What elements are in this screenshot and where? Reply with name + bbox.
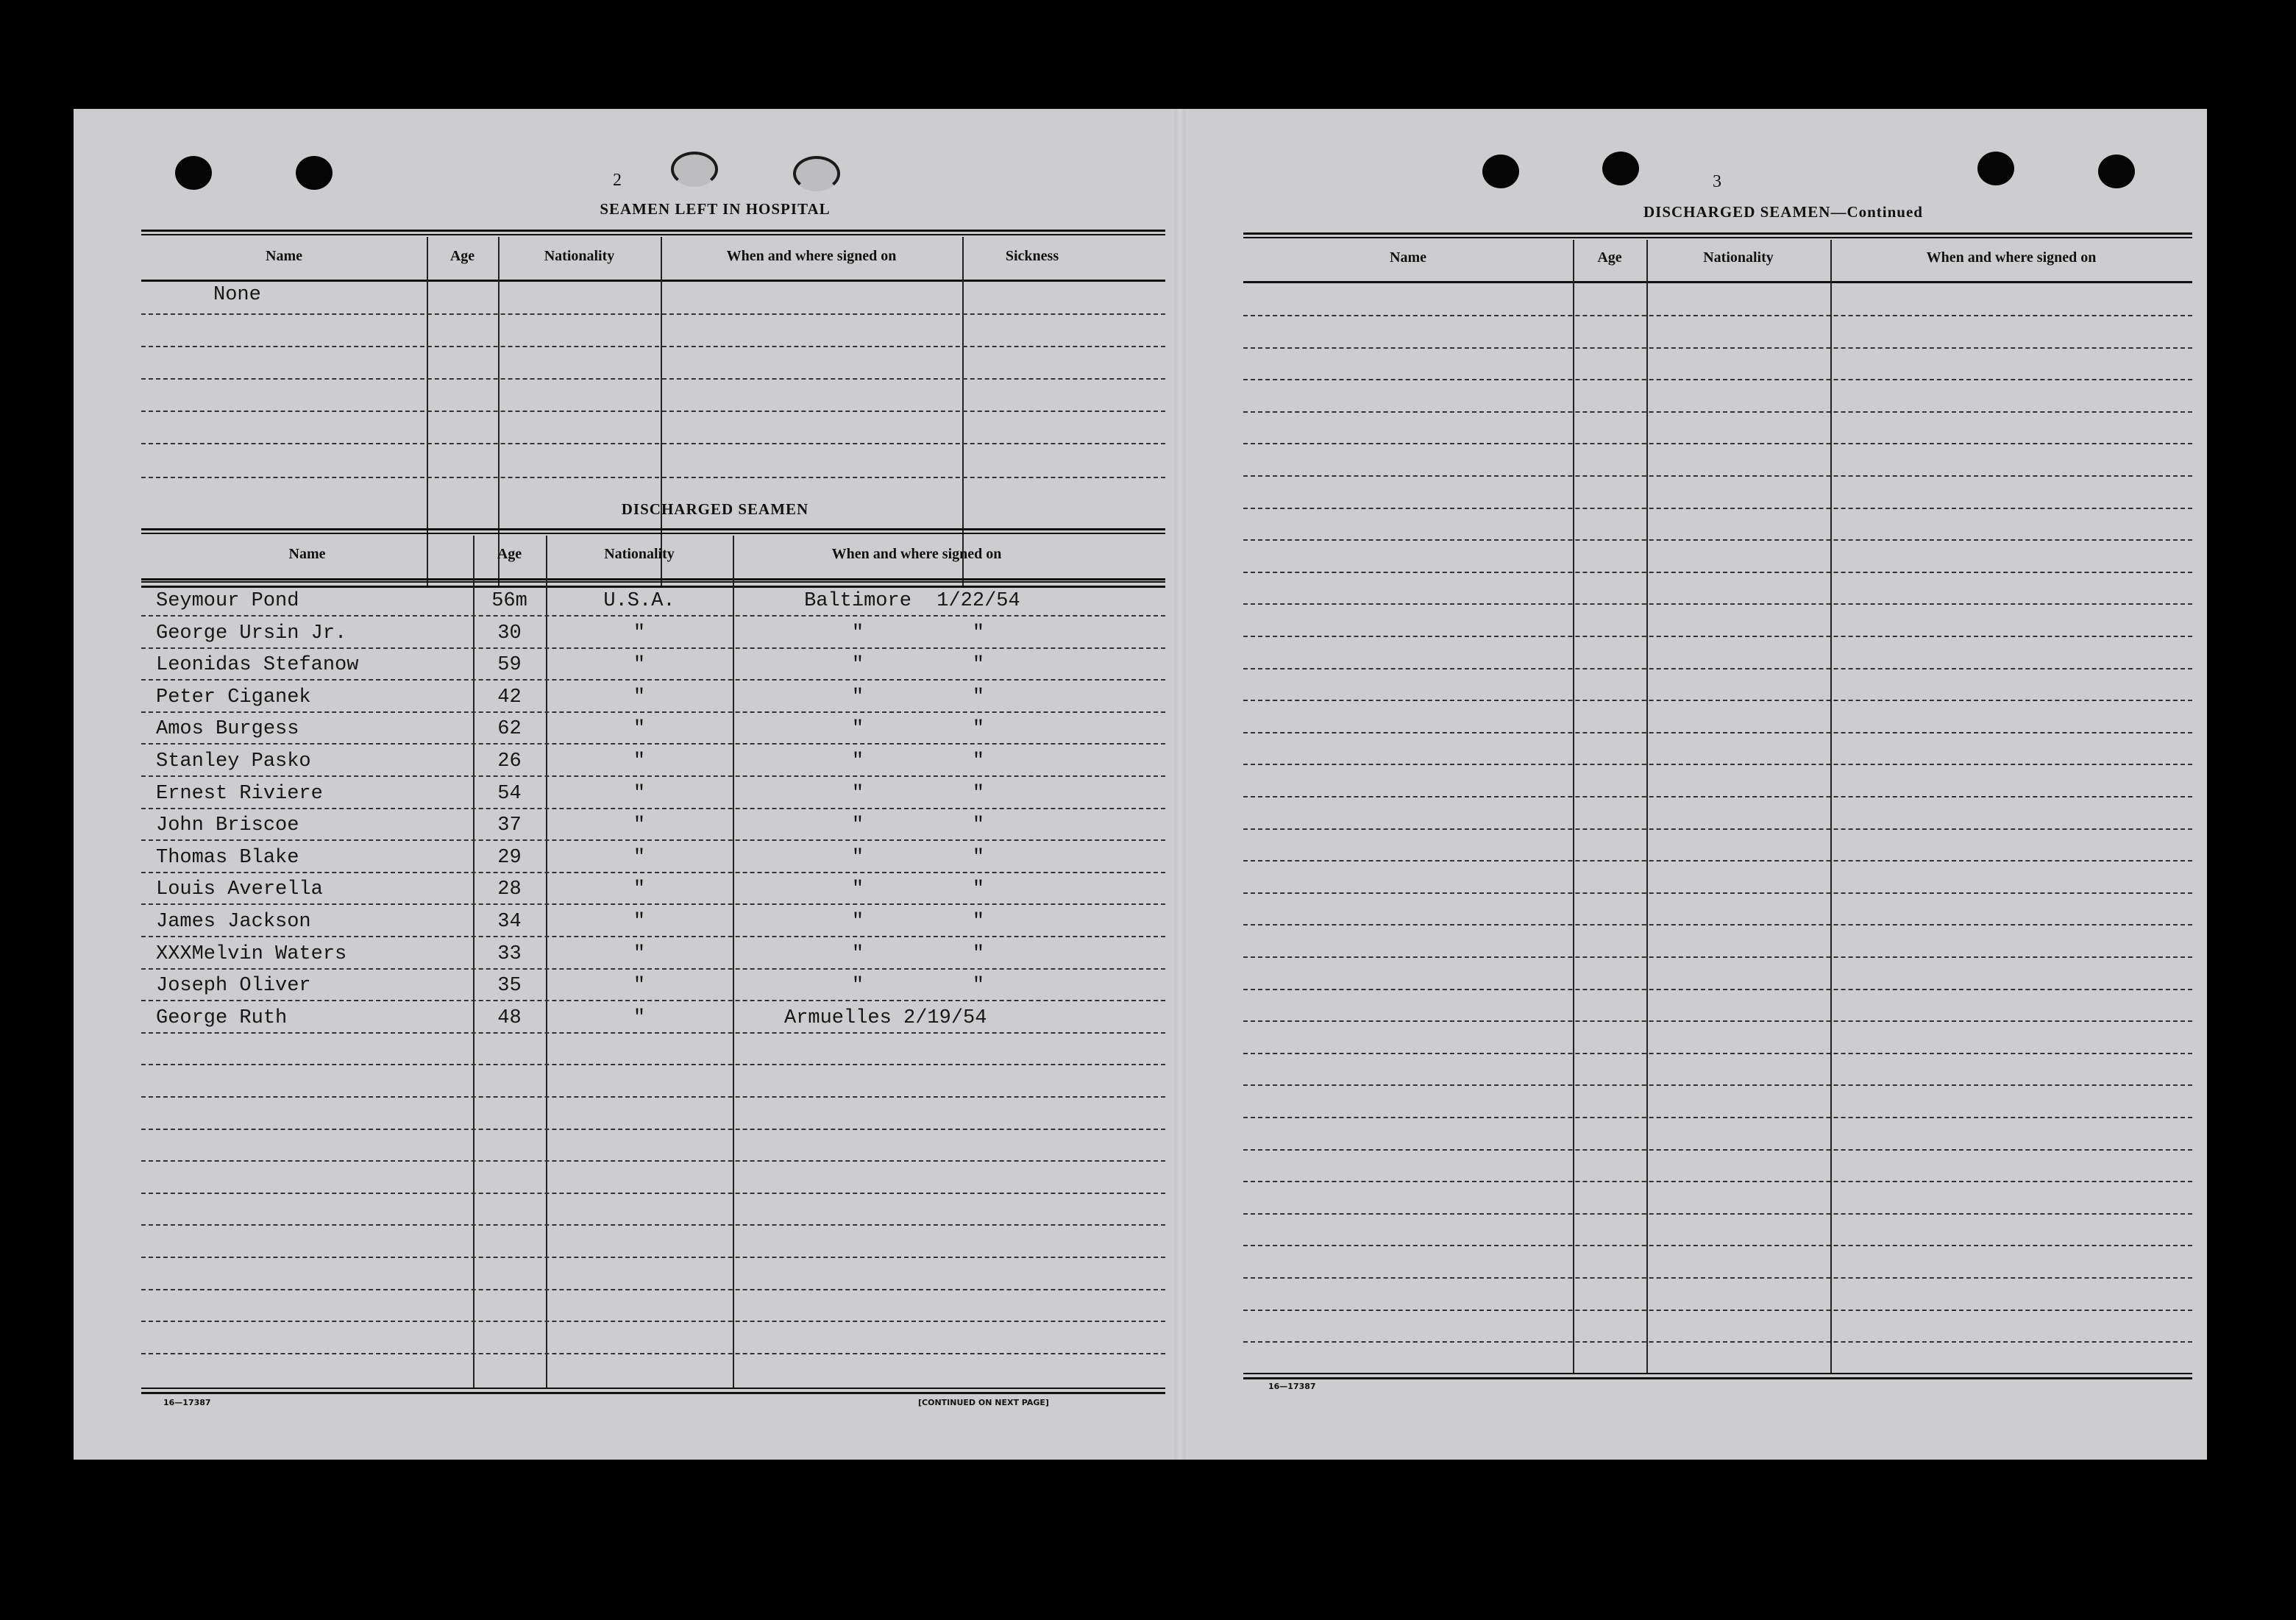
- signed-on-date: ": [972, 622, 985, 644]
- row-line: [1243, 732, 2192, 733]
- row-line: [141, 615, 1165, 617]
- hospital-bottom-rule: [141, 581, 1165, 583]
- row-line: [1243, 572, 2192, 573]
- signed-on-place: ": [851, 686, 864, 708]
- discharged-top-rule: [141, 528, 1165, 530]
- seaman-nationality: ": [633, 975, 646, 998]
- signed-on-date: ": [972, 654, 985, 677]
- discharged-section-title: DISCHARGED SEAMEN: [621, 500, 809, 518]
- continued-col-signed-on: When and where signed on: [1926, 249, 2097, 266]
- seaman-nationality: ": [633, 654, 646, 677]
- hospital-col-age: Age: [449, 248, 475, 264]
- seaman-nationality: ": [633, 814, 646, 837]
- row-line: [1243, 700, 2192, 701]
- row-line: [141, 903, 1165, 905]
- seaman-nationality: ": [633, 846, 646, 869]
- hospital-row-line: [141, 477, 1165, 478]
- continued-col-nationality: Nationality: [1703, 249, 1774, 266]
- continued-col-divider: [1830, 240, 1832, 1374]
- row-line: [141, 775, 1165, 777]
- seaman-age: 54: [497, 782, 522, 805]
- seaman-nationality: ": [633, 911, 646, 933]
- row-line: [1243, 443, 2192, 444]
- row-line: [141, 1289, 1165, 1290]
- seaman-nationality: ": [633, 942, 646, 965]
- seaman-nationality: ": [633, 622, 646, 644]
- row-line: [1243, 924, 2192, 926]
- discharged-col-nationality: Nationality: [604, 546, 675, 562]
- seaman-name: Amos Burgess: [156, 718, 299, 741]
- signed-on-place: ": [851, 750, 864, 772]
- row-line: [1243, 1020, 2192, 1022]
- seaman-nationality: ": [633, 1006, 646, 1029]
- row-line: [1243, 989, 2192, 990]
- hospital-row-line: [141, 313, 1165, 315]
- row-line: [1243, 1181, 2192, 1182]
- seaman-name: George Ursin Jr.: [156, 622, 347, 644]
- punch-hole: [1602, 152, 1639, 185]
- continued-col-age: Age: [1597, 249, 1622, 266]
- signed-on-date: 1/22/54: [936, 590, 1020, 612]
- seaman-nationality: ": [633, 782, 646, 805]
- seaman-age: 34: [497, 911, 522, 933]
- seaman-nationality: ": [633, 750, 646, 772]
- row-line: [141, 872, 1165, 873]
- continued-section-title: DISCHARGED SEAMEN—Continued: [1643, 203, 1923, 221]
- seaman-age: 30: [497, 622, 522, 644]
- row-line: [1243, 828, 2192, 830]
- signed-on-date: ": [972, 718, 985, 741]
- page-gutter: [1175, 109, 1185, 1460]
- seaman-name: Seymour Pond: [156, 590, 299, 612]
- continued-bottom-rule: [1243, 1373, 2192, 1374]
- signed-on-place: ": [851, 654, 864, 677]
- hospital-section-title: SEAMEN LEFT IN HOSPITAL: [600, 200, 831, 218]
- discharged-col-name: Name: [288, 546, 326, 562]
- hospital-col-divider: [962, 237, 964, 587]
- hospital-col-nationality: Nationality: [544, 248, 615, 264]
- signed-on-place: ": [851, 622, 864, 644]
- row-line: [1243, 1117, 2192, 1118]
- signed-on-date: ": [972, 782, 985, 805]
- seaman-nationality: ": [633, 686, 646, 708]
- hospital-col-divider: [661, 237, 662, 587]
- hospital-col-name: Name: [266, 248, 302, 264]
- row-line: [1243, 892, 2192, 894]
- row-line: [1243, 764, 2192, 765]
- seaman-nationality: ": [633, 878, 646, 901]
- row-line: [1243, 956, 2192, 958]
- row-line: [1243, 796, 2192, 797]
- continued-header-rule: [1243, 281, 2192, 283]
- seaman-name: Thomas Blake: [156, 846, 299, 869]
- discharged-col-divider: [733, 536, 734, 1388]
- seaman-nationality: ": [633, 718, 646, 741]
- row-line: [1243, 668, 2192, 669]
- signed-on-date: ": [972, 686, 985, 708]
- row-line: [1243, 539, 2192, 541]
- continued-col-divider: [1646, 240, 1648, 1374]
- form-sheet: [74, 109, 2207, 1460]
- hospital-row-line: [141, 378, 1165, 380]
- seaman-age: 28: [497, 878, 522, 901]
- signed-on-place: ": [851, 942, 864, 965]
- seaman-name: John Briscoe: [156, 814, 299, 837]
- hospital-header-rule: [141, 280, 1165, 282]
- signed-on-date: ": [972, 846, 985, 869]
- row-line: [1243, 347, 2192, 349]
- seaman-age: 26: [497, 750, 522, 772]
- row-line: [141, 679, 1165, 681]
- hospital-row-line: [141, 346, 1165, 347]
- punch-hole: [175, 156, 212, 190]
- punch-hole: [2098, 154, 2135, 188]
- seaman-name: XXXMelvin Waters: [156, 942, 347, 965]
- signed-on-place: ": [851, 975, 864, 998]
- seaman-age: 33: [497, 942, 522, 965]
- signed-on-date: ": [972, 814, 985, 837]
- seaman-name: Stanley Pasko: [156, 750, 311, 772]
- hospital-bottom-rule: [141, 586, 1165, 588]
- row-line: [1243, 1310, 2192, 1311]
- signed-on-place: ": [851, 814, 864, 837]
- row-line: [141, 1224, 1165, 1226]
- row-line: [1243, 1149, 2192, 1151]
- row-line: [141, 936, 1165, 937]
- punch-hole: [1482, 154, 1519, 188]
- continued-note: [CONTINUED ON NEXT PAGE]: [918, 1398, 1049, 1407]
- seaman-age: 56m: [491, 590, 527, 612]
- row-line: [1243, 1341, 2192, 1343]
- row-line: [141, 968, 1165, 970]
- row-line: [1243, 1213, 2192, 1215]
- signed-on-place: ": [851, 878, 864, 901]
- signed-on-date: ": [972, 942, 985, 965]
- row-line: [141, 647, 1165, 649]
- discharged-header-rule: [141, 578, 1165, 580]
- seaman-age: 35: [497, 975, 522, 998]
- row-line: [1243, 603, 2192, 605]
- row-line: [141, 1129, 1165, 1130]
- seaman-name: Leonidas Stefanow: [156, 654, 359, 677]
- punch-hole: [296, 156, 333, 190]
- row-line: [1243, 411, 2192, 413]
- seaman-age: 48: [497, 1006, 522, 1029]
- row-line: [141, 1321, 1165, 1322]
- signed-on-place: Baltimore: [804, 590, 911, 612]
- discharged-bottom-rule: [141, 1388, 1165, 1389]
- signed-on-date: ": [972, 878, 985, 901]
- seaman-age: 29: [497, 846, 522, 869]
- discharged-top-rule: [141, 533, 1165, 534]
- seaman-name: James Jackson: [156, 911, 311, 933]
- row-line: [1243, 1245, 2192, 1246]
- row-line: [141, 1353, 1165, 1354]
- hospital-col-signed-on: When and where signed on: [726, 248, 897, 264]
- row-line: [1243, 860, 2192, 861]
- signed-on-place: ": [851, 782, 864, 805]
- seaman-name: Peter Ciganek: [156, 686, 311, 708]
- hospital-top-rule: [141, 234, 1165, 235]
- continued-col-name: Name: [1390, 249, 1426, 266]
- torn-punch-hole: [793, 156, 840, 191]
- row-line: [1243, 1053, 2192, 1054]
- left-form-code: 16—17387: [163, 1398, 211, 1407]
- seaman-nationality: U.S.A.: [603, 590, 675, 612]
- continued-bottom-rule: [1243, 1377, 2192, 1379]
- row-line: [141, 839, 1165, 841]
- row-line: [141, 1000, 1165, 1001]
- row-line: [141, 1193, 1165, 1194]
- continued-col-divider: [1573, 240, 1574, 1374]
- continued-top-rule: [1243, 237, 2192, 238]
- row-line: [1243, 1277, 2192, 1279]
- hospital-none-entry: None: [213, 284, 261, 306]
- row-line: [141, 1032, 1165, 1034]
- row-line: [1243, 1084, 2192, 1086]
- row-line: [1243, 636, 2192, 637]
- row-line: [141, 808, 1165, 809]
- left-page-number: 2: [613, 171, 622, 190]
- hospital-row-line: [141, 411, 1165, 412]
- seaman-age: 59: [497, 654, 522, 677]
- hospital-col-divider: [427, 237, 428, 587]
- row-line: [1243, 508, 2192, 509]
- seaman-name: George Ruth: [156, 1006, 288, 1029]
- signed-on-place: ": [851, 846, 864, 869]
- seaman-name: Joseph Oliver: [156, 975, 311, 998]
- row-line: [1243, 379, 2192, 380]
- seaman-age: 37: [497, 814, 522, 837]
- continued-top-rule: [1243, 232, 2192, 235]
- torn-punch-hole: [671, 152, 718, 187]
- discharged-col-age: Age: [497, 546, 522, 562]
- discharged-col-signed-on: When and where signed on: [831, 546, 1002, 562]
- row-line: [141, 1160, 1165, 1162]
- row-line: [141, 1257, 1165, 1258]
- seaman-name: Louis Averella: [156, 878, 323, 901]
- row-line: [141, 1064, 1165, 1065]
- signed-on-date: ": [972, 750, 985, 772]
- punch-hole: [1977, 152, 2014, 185]
- signed-on-date: ": [972, 975, 985, 998]
- signed-on-place: Armuelles 2/19/54: [784, 1006, 987, 1029]
- hospital-col-sickness: Sickness: [1005, 248, 1059, 264]
- hospital-row-line: [141, 443, 1165, 444]
- row-line: [1243, 475, 2192, 477]
- seaman-name: Ernest Riviere: [156, 782, 323, 805]
- right-page-number: 3: [1713, 172, 1721, 191]
- right-form-code: 16—17387: [1268, 1382, 1316, 1391]
- signed-on-place: ": [851, 718, 864, 741]
- seaman-age: 42: [497, 686, 522, 708]
- seaman-age: 62: [497, 718, 522, 741]
- row-line: [1243, 315, 2192, 316]
- hospital-col-divider: [498, 237, 500, 587]
- signed-on-date: ": [972, 911, 985, 933]
- signed-on-place: ": [851, 911, 864, 933]
- hospital-top-rule: [141, 230, 1165, 232]
- row-line: [141, 711, 1165, 713]
- row-line: [141, 1096, 1165, 1098]
- discharged-bottom-rule: [141, 1392, 1165, 1394]
- row-line: [141, 743, 1165, 745]
